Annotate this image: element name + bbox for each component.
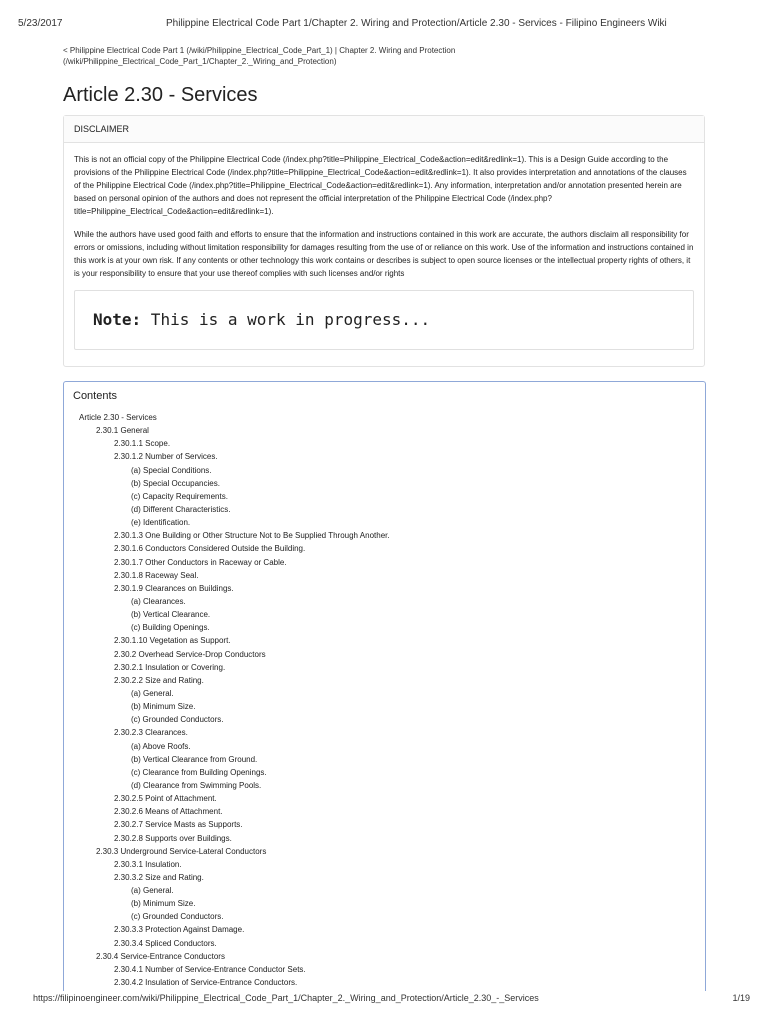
note-label: Note:: [93, 310, 142, 329]
note-box: [74, 290, 694, 350]
toc-item[interactable]: (b) Vertical Clearance.: [131, 610, 211, 620]
toc-item[interactable]: (c) Grounded Conductors.: [131, 912, 224, 922]
page-number: 1/19: [732, 993, 750, 1003]
toc-item[interactable]: 2.30.1.1 Scope.: [114, 439, 171, 449]
toc-item[interactable]: 2.30.1.8 Raceway Seal.: [114, 570, 199, 580]
table-of-contents: [63, 381, 706, 991]
toc-item[interactable]: (b) Minimum Size.: [131, 702, 196, 712]
toc-item[interactable]: Article 2.30 - Services: [79, 413, 157, 422]
toc-item[interactable]: (c) Clearance from Building Openings.: [131, 767, 267, 777]
toc-item[interactable]: 2.30.2.7 Service Masts as Supports.: [114, 820, 243, 830]
toc-item[interactable]: 2.30.4.2 Insulation of Service-Entrance Conductors.: [114, 978, 298, 988]
toc-item[interactable]: 2.30.1.9 Clearances on Buildings.: [114, 583, 234, 593]
toc-item[interactable]: 2.30.4 Service-Entrance Conductors: [96, 951, 225, 961]
toc-item[interactable]: (a) General.: [131, 886, 174, 896]
toc-list: [64, 411, 705, 989]
toc-item[interactable]: (c) Grounded Conductors.: [131, 715, 224, 725]
toc-item[interactable]: (c) Building Openings.: [131, 623, 210, 633]
toc-item[interactable]: (e) Identification.: [131, 518, 191, 528]
toc-item[interactable]: (b) Vertical Clearance from Ground.: [131, 754, 258, 764]
toc-title: Contents: [73, 390, 118, 402]
disclaimer-paragraph-2: While the authors have used good faith and efforts to ensure that the information and instructions contained in this work are accurate, the authors disclaim all responsibility for errors or omissions, including without limitation responsibility for damages resulting from the use of or reliance on this work. Use of the information and instructions contained in this work is at your own risk. If any contents or other technology this work contains or describes is subject to open source licenses or the intellectual property rights of others, it is your responsibility to ensure that your use thereof complies with such licenses and/or rights: [74, 230, 694, 278]
print-header: [18, 18, 750, 32]
toc-item[interactable]: 2.30.2.8 Supports over Buildings.: [114, 833, 232, 843]
toc-item[interactable]: (a) General.: [131, 688, 174, 698]
toc-item[interactable]: 2.30.3.3 Protection Against Damage.: [114, 925, 245, 935]
toc-item[interactable]: 2.30.2.3 Clearances.: [114, 728, 188, 738]
toc-item[interactable]: (b) Special Occupancies.: [131, 478, 220, 488]
toc-item[interactable]: (b) Minimum Size.: [131, 899, 196, 909]
toc-item[interactable]: 2.30.2.5 Point of Attachment.: [114, 794, 217, 804]
toc-item[interactable]: (d) Different Characteristics.: [131, 504, 231, 514]
toc-item[interactable]: 2.30.4.1 Number of Service-Entrance Conductor Sets.: [114, 964, 306, 974]
toc-item[interactable]: 2.30.2 Overhead Service-Drop Conductors: [114, 649, 266, 659]
page-title: Article 2.30 - Services: [63, 84, 258, 106]
breadcrumb: [63, 45, 523, 67]
toc-item[interactable]: (c) Capacity Requirements.: [131, 491, 228, 501]
disclaimer-panel: [63, 115, 705, 367]
toc-item[interactable]: 2.30.1.7 Other Conductors in Raceway or Cable.: [114, 557, 287, 567]
breadcrumb-link[interactable]: < Philippine Electrical Code Part 1 (/wiki/Philippine_Electrical_Code_Part_1) | Chapter 2. Wiring and Protection (/wiki/Philippine_Electrical_Code_Part_1/Chapter_2._Wiring_and_Protection): [63, 46, 456, 66]
print-url: https://filipinoengineer.com/wiki/Philippine_Electrical_Code_Part_1/Chapter_2._Wiring_and_Protection/Article_2.30_-_Services: [33, 993, 539, 1003]
toc-item[interactable]: (a) Special Conditions.: [131, 465, 212, 475]
print-footer: [33, 993, 750, 1007]
print-date: 5/23/2017: [18, 18, 63, 29]
print-page-title: Philippine Electrical Code Part 1/Chapter 2. Wiring and Protection/Article 2.30 - Services - Filipino Engineers Wiki: [166, 18, 667, 29]
disclaimer-paragraph-1: This is not an official copy of the Philippine Electrical Code (/index.php?title=Philippine_Electrical_Code&action=edit&redlink=1). This is a Design Guide according to the provisions of the Philippine Electrical Code (/index.php?title=Philippine_Electrical_Code&action=edit&redlink=1). It also provides interpretation and annotations of the clauses of the Philippine Electrical Code (/index.php?title=Philippine_Electrical_Code&action=edit&redlink=1). Any information, interpretation and/or annotation presented herein are based on personal opinion of the authors and does not represent the official interpretation of the Philippine Electrical Code (/index.php?title=Philippine_Electrical_Code&action=edit&redlink=1).: [74, 155, 687, 216]
toc-item[interactable]: 2.30.2.1 Insulation or Covering.: [114, 662, 226, 672]
toc-item[interactable]: 2.30.1.10 Vegetation as Support.: [114, 636, 231, 646]
disclaimer-body: [64, 143, 704, 350]
toc-item[interactable]: 2.30.1 General: [96, 426, 149, 436]
toc-item[interactable]: 2.30.3.1 Insulation.: [114, 859, 182, 869]
disclaimer-heading: DISCLAIMER: [64, 116, 704, 143]
toc-item[interactable]: 2.30.2.6 Means of Attachment.: [114, 807, 223, 817]
toc-item[interactable]: 2.30.3 Underground Service-Lateral Conductors: [96, 846, 267, 856]
toc-item[interactable]: 2.30.1.2 Number of Services.: [114, 452, 218, 462]
toc-item[interactable]: 2.30.2.2 Size and Rating.: [114, 675, 204, 685]
toc-item[interactable]: (a) Above Roofs.: [131, 741, 191, 751]
toc-item[interactable]: 2.30.1.6 Conductors Considered Outside the Building.: [114, 544, 306, 554]
toc-item[interactable]: (a) Clearances.: [131, 596, 186, 606]
toc-item[interactable]: 2.30.3.4 Spliced Conductors.: [114, 938, 217, 948]
toc-item[interactable]: 2.30.1.3 One Building or Other Structure Not to Be Supplied Through Another.: [114, 531, 390, 541]
toc-item[interactable]: 2.30.3.2 Size and Rating.: [114, 872, 204, 882]
note-text: This is a work in progress...: [141, 310, 431, 329]
toc-item[interactable]: (d) Clearance from Swimming Pools.: [131, 780, 262, 790]
